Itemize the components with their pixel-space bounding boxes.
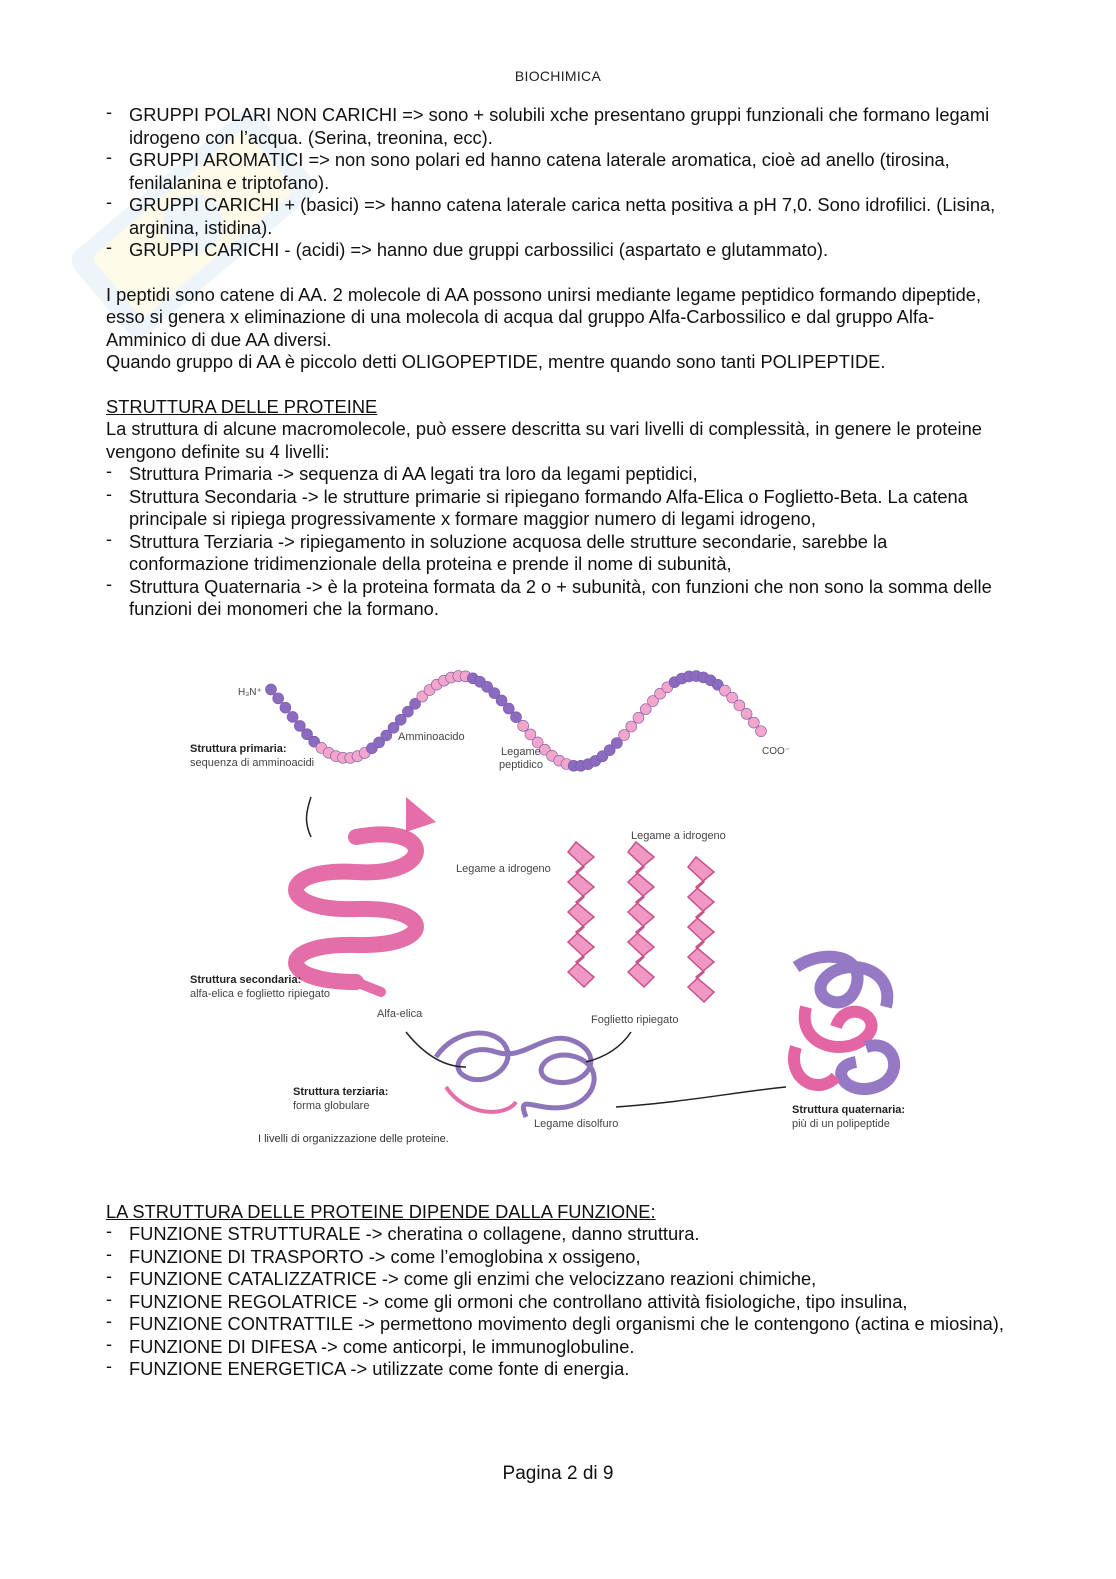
section-heading-structure: STRUTTURA DELLE PROTEINE — [106, 395, 378, 417]
legame-idrogeno-helix-label: Legame a idrogeno — [456, 862, 551, 875]
secondaria-subtitle: alfa-elica e foglietto ripiegato — [190, 987, 331, 1000]
protein-levels-diagram — [106, 647, 1011, 1167]
figure-caption: I livelli di organizzazione delle proteine. — [258, 1132, 449, 1145]
protein-structure-figure — [106, 647, 1011, 1167]
terziaria-title: Struttura terziaria: — [293, 1085, 389, 1098]
list-item: - FUNZIONE CONTRATTILE -> permettono movimento degli organismi che le contengono (actina e miosina), — [106, 1313, 1011, 1336]
list-item: - GRUPPI CARICHI - (acidi) => hanno due gruppi carbossilici (aspartato e glutammato). — [106, 239, 1011, 262]
quaternaria-subtitle: più di un polipeptide — [792, 1117, 890, 1130]
legame-idrogeno-sheet-label: Legame a idrogeno — [631, 829, 726, 842]
foglietto-label: Foglietto ripiegato — [591, 1013, 679, 1026]
section-heading-functions: LA STRUTTURA DELLE PROTEINE DIPENDE DALLA FUNZIONE: — [106, 1200, 656, 1222]
amino-acid-bead — [633, 712, 644, 723]
list-item: - FUNZIONE REGOLATRICE -> come gli ormoni che controllano attività fisiologiche, tipo insulina, — [106, 1291, 1011, 1314]
quaternaria-title: Struttura quaternaria: — [792, 1103, 906, 1116]
legame-peptidico-label-2: peptidico — [499, 758, 544, 771]
coo-label: COO⁻ — [762, 745, 791, 757]
peptides-paragraph: I peptidi sono catene di AA. 2 molecole di AA possono unirsi mediante legame peptidico formando dipeptide, esso si genera x eliminazione di una molecola di acqua dal gruppo Alfa-Carbossilico e dal gruppo Alfa-Amminico di due AA diversi. — [106, 283, 982, 350]
page-content — [106, 104, 1011, 1381]
list-item: - Struttura Quaternaria -> è la proteina formata da 2 o + subunità, con funzioni che non sono la somma delle funzioni dei monomeri che la formano. — [106, 576, 1011, 621]
list-item: - GRUPPI POLARI NON CARICHI => sono + solubili xche presentano gruppi funzionali che formano legami idrogeno con l’acqua. (Serina, treonina, ecc). — [106, 104, 1011, 149]
list-item: - GRUPPI CARICHI + (basici) => hanno catena laterale carica netta positiva a pH 7,0. Sono idrofilici. (Lisina, arginina, istidina). — [106, 194, 1011, 239]
amino-acid-bead — [280, 702, 291, 713]
list-item: - FUNZIONE DI DIFESA -> come anticorpi, le immunoglobuline. — [106, 1336, 1011, 1359]
list-item: - Struttura Secondaria -> le strutture primarie si ripiegano formando Alfa-Elica o Foglietto-Beta. La catena principale si ripiega progressivamente x formare maggior numero di legami idrogeno, — [106, 486, 1011, 531]
beta-sheet-illustration — [568, 842, 714, 1002]
h3n-label: H₃N⁺ — [238, 686, 262, 698]
functions-list — [106, 1223, 1011, 1381]
list-item: - FUNZIONE CATALIZZATRICE -> come gli enzimi che velocizzano reazioni chimiche, — [106, 1268, 1011, 1291]
list-item: - FUNZIONE STRUTTURALE -> cheratina o collagene, danno struttura. — [106, 1223, 1011, 1246]
structure-intro: La struttura di alcune macromolecole, può essere descritta su vari livelli di complessità, in genere le proteine vengono definite su 4 livelli: — [106, 418, 982, 462]
list-item: - GRUPPI AROMATICI => non sono polari ed hanno catena laterale aromatica, cioè ad anello (tirosina, fenilalanina e triptofano). — [106, 149, 1011, 194]
alfa-elica-label: Alfa-elica — [377, 1007, 423, 1020]
primaria-title: Struttura primaria: — [190, 742, 287, 755]
amino-acid-bead — [273, 692, 284, 703]
amino-acid-bead — [626, 721, 637, 732]
list-item: - FUNZIONE ENERGETICA -> utilizzate come fonte di energia. — [106, 1358, 1011, 1381]
list-item: - FUNZIONE DI TRASPORTO -> come l’emoglobina x ossigeno, — [106, 1246, 1011, 1269]
amino-acid-bead — [287, 711, 298, 722]
peptides-paragraph-2: Quando gruppo di AA è piccolo detti OLIGOPEPTIDE, mentre quando sono tanti POLIPEPTIDE. — [106, 351, 886, 372]
amino-groups-list — [106, 104, 1011, 262]
amino-acid-bead — [266, 683, 277, 694]
amino-acid-bead — [756, 725, 767, 736]
legame-peptidico-label: Legame — [501, 745, 541, 758]
structure-levels-list — [106, 463, 1011, 621]
amino-acid-bead — [511, 711, 522, 722]
quaternary-structure-illustration — [794, 956, 894, 1088]
amminoacido-label: Amminoacido — [398, 730, 465, 743]
tertiary-structure-illustration — [436, 1033, 594, 1117]
alpha-helix-illustration — [296, 834, 416, 992]
primaria-subtitle: sequenza di amminoacidi — [190, 756, 315, 769]
page-footer: Pagina 2 di 9 — [502, 1463, 614, 1484]
list-item: - Struttura Primaria -> sequenza di AA legati tra loro da legami peptidici, — [106, 463, 1011, 486]
amino-acid-bead — [748, 717, 759, 728]
helix-arrow-icon — [406, 797, 436, 832]
disolfuro-label: Legame disolfuro — [534, 1117, 619, 1130]
amino-acid-bead — [741, 708, 752, 719]
terziaria-subtitle: forma globulare — [293, 1099, 370, 1112]
secondaria-title: Struttura secondaria: — [190, 973, 302, 986]
list-item: - Struttura Terziaria -> ripiegamento in soluzione acquosa delle strutture secondarie, sarebbe la conformazione tridimenzionale della proteina e prende il nome di subunità, — [106, 531, 1011, 576]
page-header: BIOCHIMICA — [514, 68, 602, 84]
